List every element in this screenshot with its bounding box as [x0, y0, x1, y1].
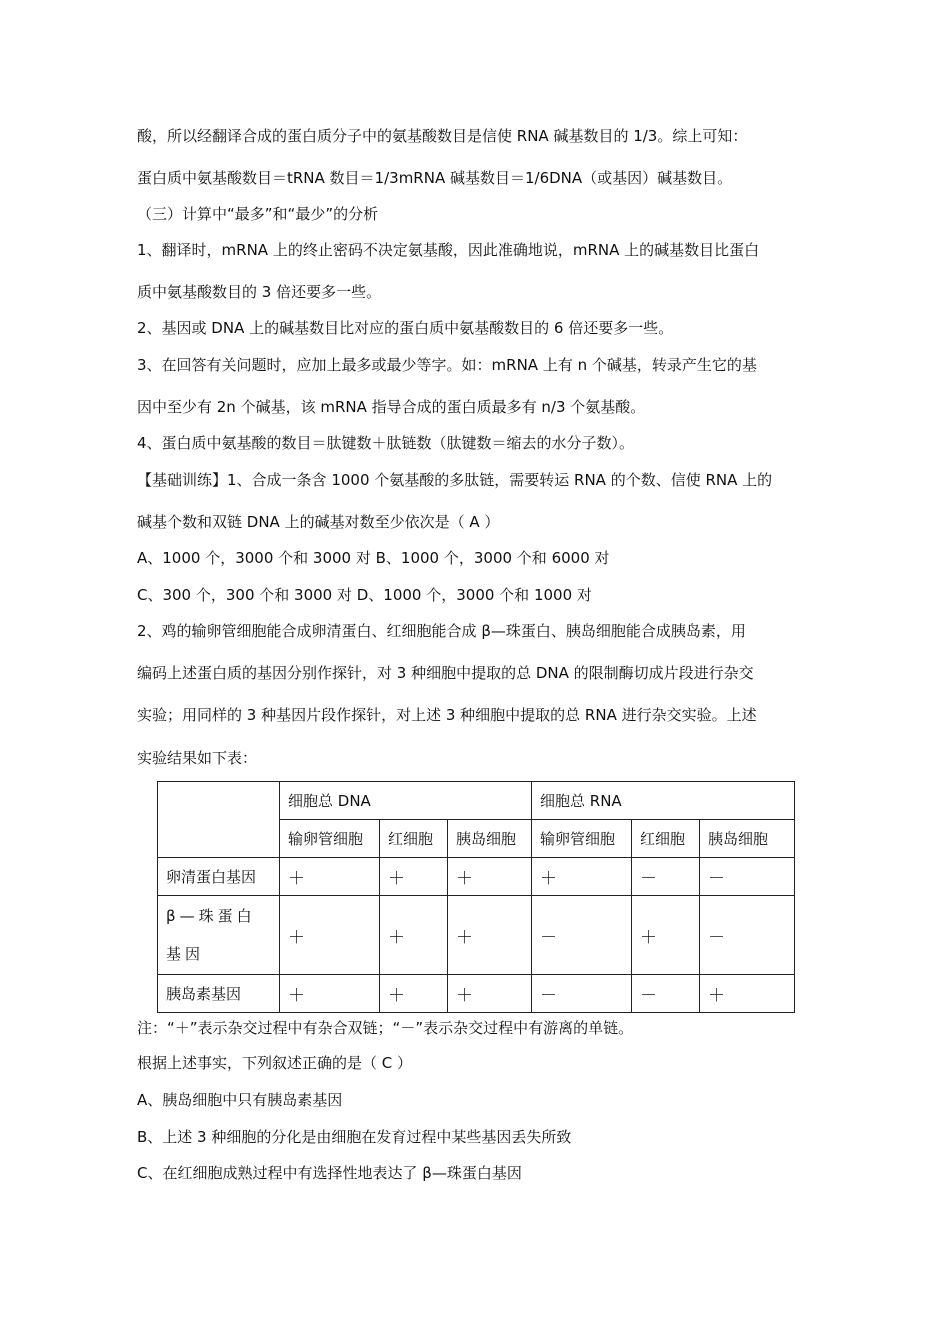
text-line: 质中氨基酸数目的 3 倍还要多一些。	[137, 283, 382, 301]
table-cell: ＋	[280, 975, 380, 1013]
column-header: 胰岛细胞	[700, 820, 795, 858]
table-row	[158, 975, 795, 1013]
option-ab: A、1000 个，3000 个和 3000 对 B、1000 个，3000 个和 6000 对	[137, 549, 610, 567]
question-prompt: 根据上述事实，下列叙述正确的是（ C ）	[137, 1054, 413, 1072]
table-cell: －	[532, 896, 632, 975]
question-2-cont: 编码上述蛋白质的基因分别作探针，对 3 种细胞中提取的总 DNA 的限制酶切成片段进行杂交	[137, 664, 754, 682]
column-header: 红细胞	[380, 820, 448, 858]
table-cell: ＋	[380, 896, 448, 975]
table-note: 注：“＋”表示杂交过程中有杂合双链；“－”表示杂交过程中有游离的单链。	[137, 1019, 634, 1037]
group-header-dna: 细胞总 DNA	[280, 782, 532, 820]
option-c: C、在红细胞成熟过程中有选择性地表达了 β—珠蛋白基因	[137, 1164, 522, 1182]
question-2-cont: 实验结果如下表：	[137, 749, 258, 767]
question-1-cont: 碱基个数和双链 DNA 上的碱基对数至少依次是（ A ）	[137, 513, 500, 531]
text-line: 酸，所以经翻译合成的蛋白质分子中的氨基酸数目是信使 RNA 碱基数目的 1/3。综上可知：	[137, 127, 748, 145]
hybridization-table	[157, 781, 795, 1013]
option-b: B、上述 3 种细胞的分化是由细胞在发育过程中某些基因丢失所致	[137, 1128, 572, 1146]
text-line: 3、在回答有关问题时，应加上最多或最少等字。如：mRNA 上有 n 个碱基，转录产生它的基	[137, 356, 757, 374]
table-cell: ＋	[448, 896, 532, 975]
option-cd: C、300 个，300 个和 3000 对 D、1000 个，3000 个和 1000 对	[137, 586, 592, 604]
table-cell: ＋	[700, 975, 795, 1013]
table-cell: ＋	[280, 896, 380, 975]
table-row	[158, 858, 795, 896]
table-cell: ＋	[448, 975, 532, 1013]
table-cell: ＋	[632, 896, 700, 975]
row-label: β—珠蛋白基因	[158, 896, 280, 975]
question-1: 【基础训练】1、合成一条含 1000 个氨基酸的多肽链，需要转运 RNA 的个数、信使 RNA 上的	[137, 471, 773, 489]
table-cell: ＋	[448, 858, 532, 896]
text-line: 4、蛋白质中氨基酸的数目＝肽键数＋肽链数（肽键数＝缩去的水分子数）。	[137, 434, 635, 452]
table-cell: －	[700, 858, 795, 896]
column-header: 输卵管细胞	[532, 820, 632, 858]
table-cell: －	[632, 858, 700, 896]
table-cell: ＋	[380, 975, 448, 1013]
column-header: 红细胞	[632, 820, 700, 858]
text-line: 1、翻译时，mRNA 上的终止密码不决定氨基酸，因此准确地说，mRNA 上的碱基数目比蛋白	[137, 241, 760, 259]
table-cell: －	[532, 975, 632, 1013]
text-line: 2、基因或 DNA 上的碱基数目比对应的蛋白质中氨基酸数目的 6 倍还要多一些。	[137, 319, 674, 337]
table-cell: ＋	[280, 858, 380, 896]
table-cell: －	[632, 975, 700, 1013]
question-2: 2、鸡的输卵管细胞能合成卵清蛋白、红细胞能合成 β—珠蛋白、胰岛细胞能合成胰岛素，用	[137, 622, 746, 640]
question-2-cont: 实验；用同样的 3 种基因片段作探针，对上述 3 种细胞中提取的总 RNA 进行杂交实验。上述	[137, 706, 757, 724]
table-cell: －	[700, 896, 795, 975]
table-cell: ＋	[532, 858, 632, 896]
column-header: 胰岛细胞	[448, 820, 532, 858]
group-header-rna: 细胞总 RNA	[532, 782, 795, 820]
row-label: 胰岛素基因	[158, 975, 280, 1013]
text-line: 蛋白质中氨基酸数目＝tRNA 数目＝1/3mRNA 碱基数目＝1/6DNA（或基因）碱基数目。	[137, 169, 733, 187]
section-heading: （三）计算中“最多”和“最少”的分析	[137, 205, 379, 223]
row-label: 卵清蛋白基因	[158, 858, 280, 896]
text-line: 因中至少有 2n 个碱基，该 mRNA 指导合成的蛋白质最多有 n/3 个氨基酸。	[137, 398, 646, 416]
table-cell: ＋	[380, 858, 448, 896]
column-header: 输卵管细胞	[280, 820, 380, 858]
table-row	[158, 896, 795, 975]
table-corner	[158, 782, 280, 858]
option-a: A、胰岛细胞中只有胰岛素基因	[137, 1091, 343, 1109]
